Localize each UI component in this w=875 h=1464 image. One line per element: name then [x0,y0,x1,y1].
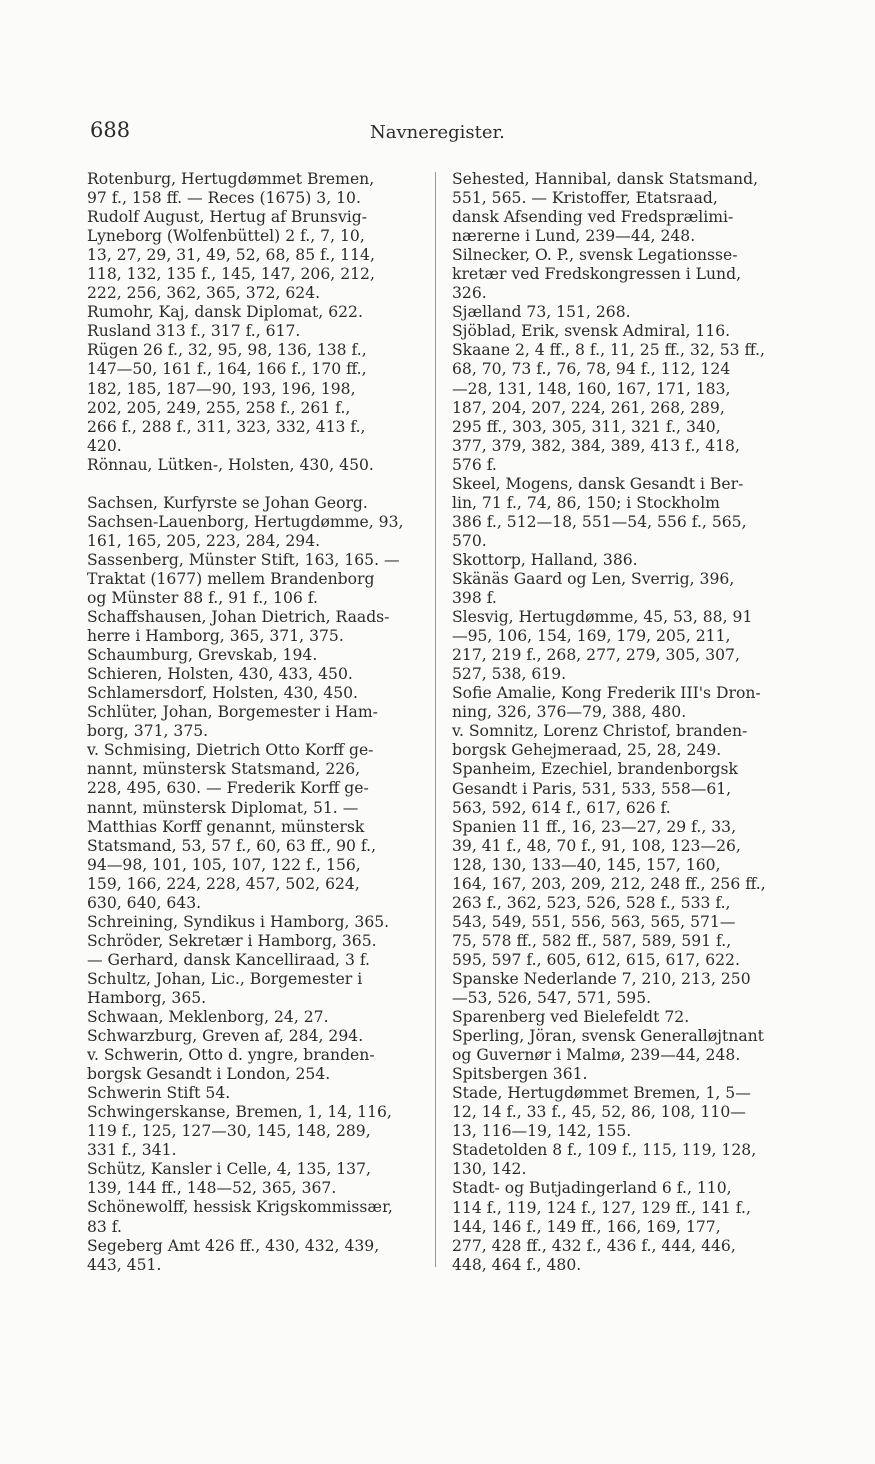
index-entry [87,703,419,741]
entry-line: Rügen 26 f., 32, 95, 98, 136, 138 f., [87,341,367,360]
entry-line: 263 f., 362, 523, 526, 528 f., 533 f., [452,893,731,912]
entry-line: 114 f., 119, 124 f., 127, 129 ff., 141 f., [452,1198,751,1217]
entry-line: 97 f., 158 ff. — Reces (1675) 3, 10. [87,189,361,208]
entry-line: 119 f., 125, 127—30, 145, 148, 289, [87,1122,371,1141]
entry-line: Skottorp, Halland, 386. [452,550,638,569]
entry-line: Schlüter, Johan, Borgemester i Ham- [87,703,378,722]
entry-line: 563, 592, 614 f., 617, 626 f. [452,798,671,817]
entry-line: 576 f. [452,455,497,474]
index-entry [87,341,419,455]
entry-line: 630, 640, 643. [87,893,202,912]
entry-line: 443, 451. [87,1255,162,1274]
entry-line: 222, 256, 362, 365, 372, 624. [87,284,321,303]
entry-line: 159, 166, 224, 228, 457, 502, 624, [87,874,360,893]
index-entry [87,608,419,646]
entry-line: borgsk Gehejmeraad, 25, 28, 249. [452,741,722,760]
entry-line: Skeel, Mogens, dansk Gesandt i Ber- [452,474,744,493]
index-entry [452,608,780,684]
entry-line: 12, 14 f., 33 f., 45, 52, 86, 108, 110— [452,1103,746,1122]
column-divider [435,172,436,1267]
index-entry [452,970,780,1008]
index-entry [452,341,780,474]
entry-line: Skänäs Gaard og Len, Sverrig, 396, [452,569,735,588]
index-entry [87,1008,419,1027]
running-title: Navneregister. [370,122,505,143]
entry-line: borgsk Gesandt i London, 254. [87,1065,331,1084]
left-column [87,170,419,1275]
entry-line: Sparenberg ved Bielefeldt 72. [452,1008,690,1027]
entry-line: borg, 371, 375. [87,722,209,741]
index-entry [452,722,780,760]
entry-line: 118, 132, 135 f., 145, 147, 206, 212, [87,265,375,284]
entry-line: 147—50, 161 f., 164, 166 f., 170 ff., [87,360,367,379]
entry-line: 39, 41 f., 48, 70 f., 91, 108, 123—26, [452,836,741,855]
entry-line: —28, 131, 148, 160, 167, 171, 183, [452,379,731,398]
entry-line: 161, 165, 205, 223, 284, 294. [87,531,321,550]
entry-line: 326. [452,284,487,303]
entry-line: v. Schmising, Dietrich Otto Korff ge- [87,741,374,760]
entry-line: Skaane 2, 4 ff., 8 f., 11, 25 ff., 32, 53 ff., [452,341,765,360]
entry-line: Stade, Hertugdømmet Bremen, 1, 5— [452,1084,751,1103]
entry-line: Sperling, Jöran, svensk Generalløjtnant [452,1027,764,1046]
entry-line: —95, 106, 154, 169, 179, 205, 211, [452,627,731,646]
entry-line: Lyneborg (Wolfenbüttel) 2 f., 7, 10, [87,227,365,246]
entry-line: 377, 379, 382, 384, 389, 413 f., 418, [452,436,740,455]
entry-line: 448, 464 f., 480. [452,1255,582,1274]
entry-line: og Münster 88 f., 91 f., 106 f. [87,588,318,607]
entry-line: Gesandt i Paris, 531, 533, 558—61, [452,779,732,798]
index-entry [87,1103,419,1160]
index-entry [87,970,419,1008]
index-entry [452,475,780,551]
index-entry [452,1084,780,1141]
index-entry [87,913,419,932]
right-column [452,170,780,1275]
entry-line: Rumohr, Kaj, dansk Diplomat, 622. [87,303,363,322]
index-entry [87,646,419,665]
entry-line: 266 f., 288 f., 311, 323, 332, 413 f., [87,417,366,436]
entry-line: Schröder, Sekretær i Hamborg, 365. [87,931,377,950]
index-entry [452,551,780,570]
entry-line: Sofie Amalie, Kong Frederik III's Dron- [452,684,761,703]
index-entry [452,322,780,341]
entry-line: 570. [452,531,487,550]
entry-line: lin, 71 f., 74, 86, 150; i Stockholm [452,493,720,512]
entry-line: v. Somnitz, Lorenz Christof, branden- [452,722,748,741]
index-entry [87,684,419,703]
entry-line: Matthias Korff genannt, münstersk [87,817,365,836]
entry-line: Rotenburg, Hertugdømmet Bremen, [87,170,375,188]
entry-line: 164, 167, 203, 209, 212, 248 ff., 256 ff., [452,874,766,893]
entry-line: 68, 70, 73 f., 76, 78, 94 f., 112, 124 [452,360,731,379]
entry-line: 128, 130, 133—40, 145, 157, 160, [452,855,721,874]
entry-line: 75, 578 ff., 582 ff., 587, 589, 591 f., [452,931,732,950]
entry-line: v. Schwerin, Otto d. yngre, branden- [87,1046,375,1065]
index-entry [452,760,780,817]
index-entry [87,1084,419,1103]
index-entry [452,570,780,608]
entry-line: Sehested, Hannibal, dansk Statsmand, [452,170,759,188]
index-entry [87,932,419,970]
entry-line: 331 f., 341. [87,1141,177,1160]
entry-line: og Guvernør i Malmø, 239—44, 248. [452,1046,741,1065]
index-entry [452,246,780,303]
index-entry [452,1179,780,1274]
entry-line: Slesvig, Hertugdømme, 45, 53, 88, 91 [452,608,753,627]
index-entry [87,208,419,303]
entry-line: 228, 495, 630. — Frederik Korff ge- [87,779,369,798]
index-entry [452,1008,780,1027]
index-entry [87,1027,419,1046]
entry-line: 83 f. [87,1217,122,1236]
entry-line: Segeberg Amt 426 ff., 430, 432, 439, [87,1236,380,1255]
entry-line: kretær ved Fredskongressen i Lund, [452,265,742,284]
entry-line: herre i Hamborg, 365, 371, 375. [87,627,344,646]
entry-line: 543, 549, 551, 556, 563, 565, 571— [452,912,736,931]
entry-line: Rönnau, Lütken-, Holsten, 430, 450. [87,455,374,474]
index-entry [87,456,419,475]
entry-line: Schwingerskanse, Bremen, 1, 14, 116, [87,1103,392,1122]
index-entry [452,818,780,970]
entry-line: 295 ff., 303, 305, 311, 321 f., 340, [452,417,721,436]
entry-line: 182, 185, 187—90, 193, 196, 198, [87,379,356,398]
entry-line: Spanske Nederlande 7, 210, 213, 250 [452,969,751,988]
entry-line: 187, 204, 207, 224, 261, 268, 289, [452,398,725,417]
index-entry [87,741,419,912]
entry-line: 13, 27, 29, 31, 49, 52, 68, 85 f., 114, [87,246,375,265]
entry-line: Schultz, Johan, Lic., Borgemester i [87,969,363,988]
entry-line: Hamborg, 365. [87,988,207,1007]
entry-line: 94—98, 101, 105, 107, 122 f., 156, [87,855,361,874]
index-entry [87,551,419,608]
entry-line: 130, 142. [452,1160,527,1179]
index-entry [87,513,419,551]
entry-line: Schwaan, Meklenborg, 24, 27. [87,1008,329,1027]
entry-line: 13, 116—19, 142, 155. [452,1122,632,1141]
entry-line: Silnecker, O. P., svensk Legationsse- [452,246,738,265]
entry-line: Schieren, Holsten, 430, 433, 450. [87,665,353,684]
index-entry [452,1027,780,1065]
index-entry [87,303,419,322]
index-entry [87,1198,419,1236]
entry-line: Spanien 11 ff., 16, 23—27, 29 f., 33, [452,817,737,836]
entry-line: Schütz, Kansler i Celle, 4, 135, 137, [87,1160,371,1179]
entry-line: Sachsen-Lauenborg, Hertugdømme, 93, [87,512,404,531]
entry-line: Sjælland 73, 151, 268. [452,303,631,322]
index-entry [87,322,419,341]
index-entry [87,1160,419,1198]
index-entry [87,1046,419,1084]
entry-line: — Gerhard, dansk Kancelliraad, 3 f. [87,950,371,969]
index-entry [87,1237,419,1275]
entry-line: Spanheim, Ezechiel, brandenborgsk [452,760,738,779]
entry-line: 144, 146 f., 149 ff., 166, 169, 177, [452,1217,721,1236]
entry-line: Spitsbergen 361. [452,1065,588,1084]
entry-line: 202, 205, 249, 255, 258 f., 261 f., [87,398,351,417]
entry-line: Rudolf August, Hertug af Brunsvig- [87,208,367,227]
entry-line: Sassenberg, Münster Stift, 163, 165. — [87,550,400,569]
entry-line: 398 f. [452,589,497,608]
index-entry [87,170,419,208]
entry-line: nærerne i Lund, 239—44, 248. [452,227,696,246]
index-entry [87,494,419,513]
index-entry [87,665,419,684]
entry-line: ning, 326, 376—79, 388, 480. [452,703,687,722]
index-entry [452,303,780,322]
entry-line: 551, 565. — Kristoffer, Etatsraad, [452,189,718,208]
entry-line: Schaffshausen, Johan Dietrich, Raads- [87,608,390,627]
entry-line: Rusland 313 f., 317 f., 617. [87,322,301,341]
entry-line: Statsmand, 53, 57 f., 60, 63 ff., 90 f., [87,836,377,855]
entry-line: Stadetolden 8 f., 109 f., 115, 119, 128, [452,1141,757,1160]
entry-line: Schwarzburg, Greven af, 284, 294. [87,1027,364,1046]
entry-line: Sjöblad, Erik, svensk Admiral, 116. [452,322,731,341]
entry-line: Stadt- og Butjadingerland 6 f., 110, [452,1179,732,1198]
entry-line: Sachsen, Kurfyrste se Johan Georg. [87,493,368,512]
entry-line: 420. [87,436,122,455]
entry-line: Schönewolff, hessisk Krigskommissær, [87,1198,393,1217]
index-entry [452,684,780,722]
index-entry [452,1065,780,1084]
entry-line: 595, 597 f., 605, 612, 615, 617, 622. [452,950,740,969]
entry-line: 217, 219 f., 268, 277, 279, 305, 307, [452,646,740,665]
page-number: 688 [90,118,131,142]
entry-line: 139, 144 ff., 148—52, 365, 367. [87,1179,337,1198]
entry-line: —53, 526, 547, 571, 595. [452,989,652,1008]
entry-line: 386 f., 512—18, 551—54, 556 f., 565, [452,512,747,531]
entry-line: dansk Afsending ved Fredsprælimi- [452,208,734,227]
entry-line: Schreining, Syndikus i Hamborg, 365. [87,912,390,931]
entry-line: 527, 538, 619. [452,665,567,684]
entry-line: Schaumburg, Grevskab, 194. [87,646,318,665]
index-entry [452,170,780,246]
entry-line: Schlamersdorf, Holsten, 430, 450. [87,684,358,703]
index-entry [452,1141,780,1179]
entry-line: nannt, münstersk Diplomat, 51. — [87,798,359,817]
entry-line: Traktat (1677) mellem Brandenborg [87,569,375,588]
entry-line: 277, 428 ff., 432 f., 436 f., 444, 446, [452,1236,736,1255]
entry-line: Schwerin Stift 54. [87,1084,231,1103]
entry-line: nannt, münstersk Statsmand, 226, [87,760,361,779]
